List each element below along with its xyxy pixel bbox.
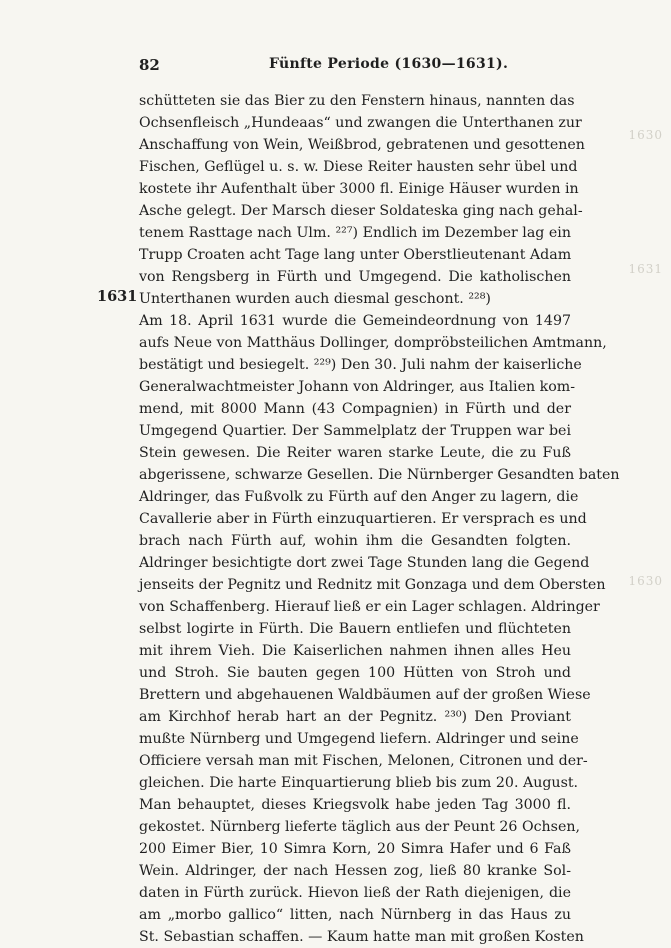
- text-line: Umgegend Quartier. Der Sammelplatz der Truppen war bei: [139, 423, 571, 439]
- text-line: Man behauptet, dieses Kriegsvolk habe jeden Tag 3000 fl.: [139, 797, 571, 813]
- text-line: mend, mit 8000 Mann (43 Compagnien) in Fürth und der: [139, 401, 571, 417]
- text-line: von Rengsberg in Fürth und Umgegend. Die katholischen: [139, 269, 571, 285]
- text-line: am Kirchhof herab hart an der Pegnitz. ²³⁰) Den Proviant: [139, 709, 571, 725]
- text-line: Stein gewesen. Die Reiter waren starke Leute, die zu Fuß: [139, 445, 571, 461]
- text-line: Aldringer, das Fußvolk zu Fürth auf den Anger zu lagern, die: [139, 489, 579, 505]
- text-line: Unterthanen wurden auch diesmal geschont. ²²⁸): [139, 291, 491, 307]
- text-line: bestätigt und besiegelt. ²²⁹) Den 30. Juli nahm der kaiserliche: [139, 357, 582, 373]
- bleed-through-year: 1631: [628, 262, 663, 276]
- text-line: jenseits der Pegnitz und Rednitz mit Gonzaga und dem Obersten: [139, 577, 606, 593]
- page-header: [139, 56, 569, 78]
- text-line: abgerissene, schwarze Gesellen. Die Nürnberger Gesandten baten: [139, 467, 620, 483]
- text-line: kostete ihr Aufenthalt über 3000 fl. Einige Häuser wurden in: [139, 181, 579, 197]
- text-line: Trupp Croaten acht Tage lang unter Oberstlieutenant Adam: [139, 247, 572, 263]
- text-line: mußte Nürnberg und Umgegend liefern. Aldringer und seine: [139, 731, 579, 747]
- text-line: Am 18. April 1631 wurde die Gemeindeordnung von 1497: [139, 313, 571, 329]
- text-line: Brettern und abgehauenen Waldbäumen auf der großen Wiese: [139, 687, 591, 703]
- running-title: Fünfte Periode (1630—1631).: [269, 56, 509, 72]
- text-line: Cavallerie aber in Fürth einzuquartieren. Er versprach es und: [139, 511, 587, 527]
- text-line: Asche gelegt. Der Marsch dieser Soldateska ging nach gehal-: [139, 203, 583, 219]
- bleed-through-year: 1630: [628, 128, 663, 142]
- text-line: daten in Fürth zurück. Hievon ließ der Rath diejenigen, die: [139, 885, 571, 901]
- text-line: Anschaffung von Wein, Weißbrod, gebratenen und gesottenen: [139, 137, 585, 153]
- page-number: 82: [139, 56, 160, 74]
- text-line: Aldringer besichtigte dort zwei Tage Stunden lang die Gegend: [139, 555, 590, 571]
- margin-year: 1631: [97, 288, 138, 305]
- text-line: Fischen, Geflügel u. s. w. Diese Reiter hausten sehr übel und: [139, 159, 578, 175]
- text-line: und Stroh. Sie bauten gegen 100 Hütten von Stroh und: [139, 665, 571, 681]
- text-line: brach nach Fürth auf, wohin ihm die Gesandten folgten.: [139, 533, 571, 549]
- text-line: selbst logirte in Fürth. Die Bauern entliefen und flüchteten: [139, 621, 571, 637]
- text-line: 200 Eimer Bier, 10 Simra Korn, 20 Simra Hafer und 6 Faß: [139, 841, 571, 857]
- text-line: Officiere versah man mit Fischen, Melonen, Citronen und der-: [139, 753, 588, 769]
- text-line: tenem Rasttage nach Ulm. ²²⁷) Endlich im Dezember lag ein: [139, 225, 571, 241]
- text-line: am „morbo gallico“ litten, nach Nürnberg in das Haus zu: [139, 907, 571, 923]
- text-line: St. Sebastian schaffen. — Kaum hatte man mit großen Kosten: [139, 929, 584, 945]
- text-line: gekostet. Nürnberg lieferte täglich aus der Peunt 26 Ochsen,: [139, 819, 581, 835]
- bleed-through-year: 1630: [628, 574, 663, 588]
- text-line: gleichen. Die harte Einquartierung blieb bis zum 20. August.: [139, 775, 579, 791]
- text-line: aufs Neue von Matthäus Dollinger, dompröbsteilichen Amtmann,: [139, 335, 607, 351]
- text-line: von Schaffenberg. Hierauf ließ er ein Lager schlagen. Aldringer: [139, 599, 600, 615]
- text-line: mit ihrem Vieh. Die Kaiserlichen nahmen ihnen alles Heu: [139, 643, 571, 659]
- text-line: Wein. Aldringer, der nach Hessen zog, ließ 80 kranke Sol-: [139, 863, 571, 879]
- body-text: [139, 90, 620, 948]
- text-line: schütteten sie das Bier zu den Fenstern hinaus, nannten das: [139, 93, 575, 109]
- text-line: Ochsenfleisch „Hundeaas“ und zwangen die Unterthanen zur: [139, 115, 582, 131]
- text-line: Generalwachtmeister Johann von Aldringer, aus Italien kom-: [139, 379, 575, 395]
